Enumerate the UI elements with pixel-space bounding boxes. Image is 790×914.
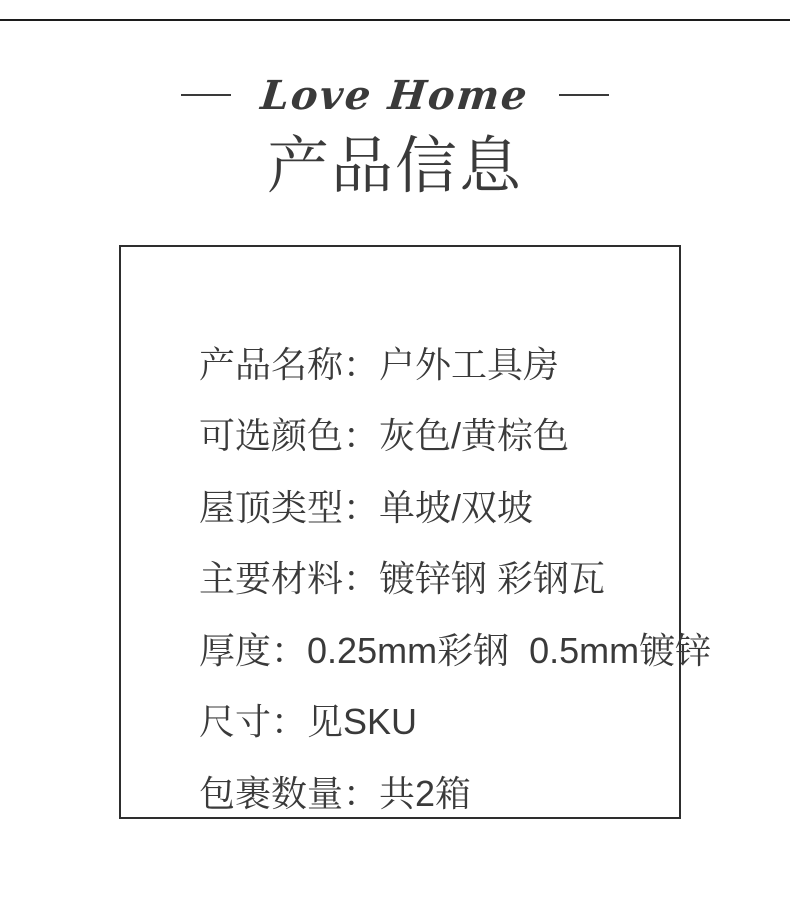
product-info-label: 产品名称： (199, 343, 380, 385)
product-info-label: 包裹数量： (199, 772, 380, 814)
product-info-label: 厚度： (199, 629, 308, 671)
product-info-label: 尺寸： (199, 701, 308, 742)
product-info-box (119, 245, 712, 819)
page-title: 产品信息 (266, 132, 523, 201)
product-info-label: 屋顶类型： (199, 486, 380, 528)
product-info-row (159, 257, 659, 385)
product-info-label: 可选颜色： (199, 415, 380, 456)
product-info-value: 见SKU (307, 701, 418, 742)
brand-row (0, 72, 790, 118)
product-info-value: 镀锌钢 彩钢瓦 (379, 558, 606, 599)
brand-dash-left (181, 94, 231, 96)
product-info-value: 灰色/黄棕色 (379, 415, 570, 456)
brand-dash-right (559, 94, 609, 96)
brand-text: Love Home (258, 71, 532, 119)
product-info-value: 户外工具房 (379, 343, 560, 385)
top-rule-divider (0, 19, 790, 21)
product-info-label: 主要材料： (199, 558, 380, 599)
product-info-value: 共2箱 (379, 772, 472, 814)
product-info-value: 0.25mm彩钢 0.5mm镀锌 (307, 629, 712, 671)
product-info-value: 单坡/双坡 (379, 486, 534, 528)
